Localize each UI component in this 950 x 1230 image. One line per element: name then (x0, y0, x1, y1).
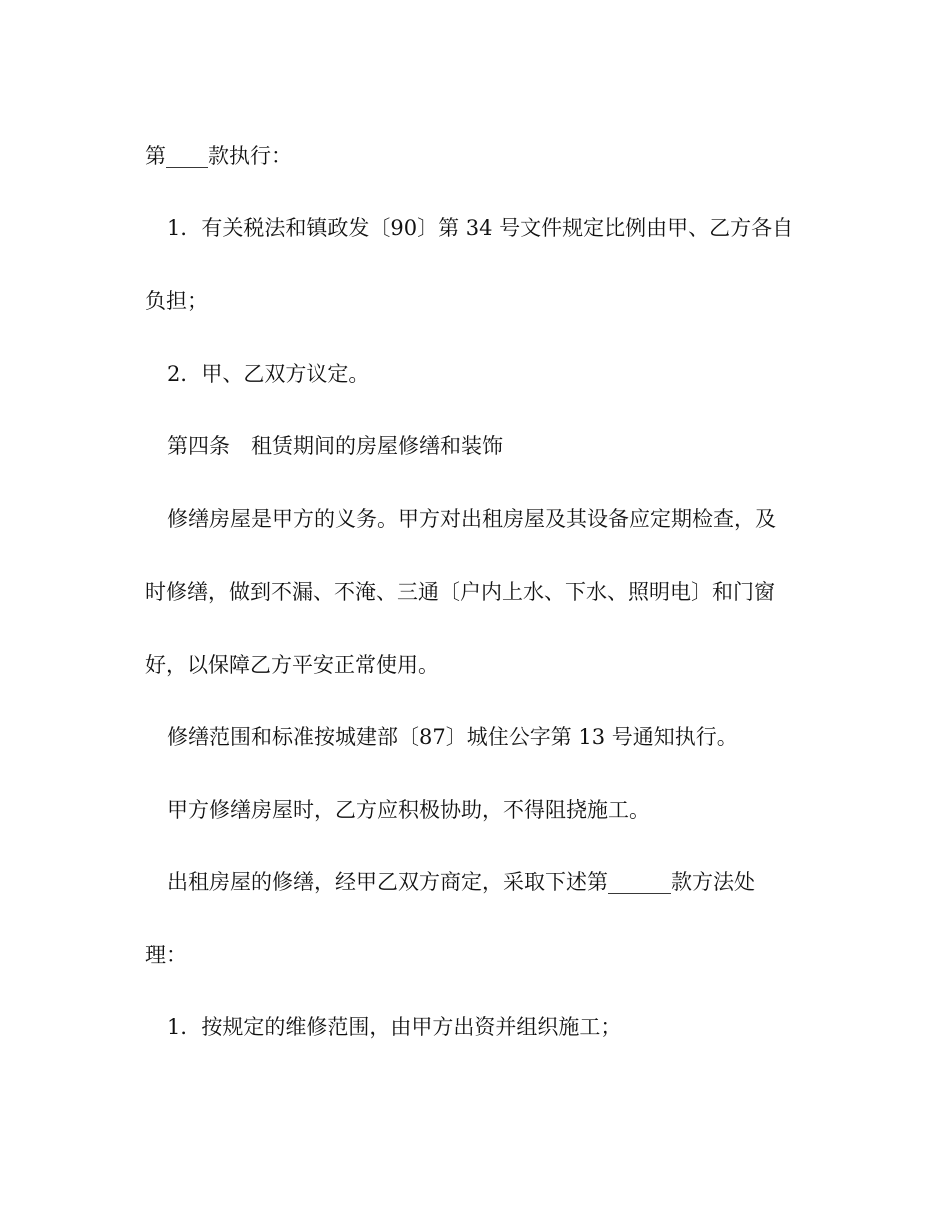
tax-item-2-line: 2．甲、乙双方议定。 (167, 362, 370, 386)
repair-method-item-1: 1．按规定的维修范围，由甲方出资并组织施工； (167, 1015, 622, 1039)
repair-obligation-line: 修缮房屋是甲方的义务。甲方对出租房屋及其设备应定期检查，及 (167, 507, 776, 531)
repair-method-line: 出租房屋的修缮，经甲乙双方商定，采取下述第______款方法处 (167, 870, 755, 894)
repair-cooperation-line: 甲方修缮房屋时，乙方应积极协助，不得阻挠施工。 (167, 798, 650, 822)
clause-text-line: 第____款执行： (145, 144, 292, 168)
repair-obligation-end: 好，以保障乙方平安正常使用。 (145, 653, 439, 677)
repair-method-continuation: 理： (145, 943, 187, 967)
tax-item-1-continuation: 负担； (145, 289, 208, 313)
article-4-heading: 第四条 租赁期间的房屋修缮和装饰 (167, 434, 503, 458)
tax-item-1-line: 1．有关税法和镇政发〔90〕第 34 号文件规定比例由甲、乙方各自 (167, 216, 794, 240)
repair-obligation-continuation: 时修缮，做到不漏、不淹、三通〔户内上水、下水、照明电〕和门窗 (145, 580, 775, 604)
repair-scope-line: 修缮范围和标准按城建部〔87〕城住公字第 13 号通知执行。 (167, 725, 738, 749)
